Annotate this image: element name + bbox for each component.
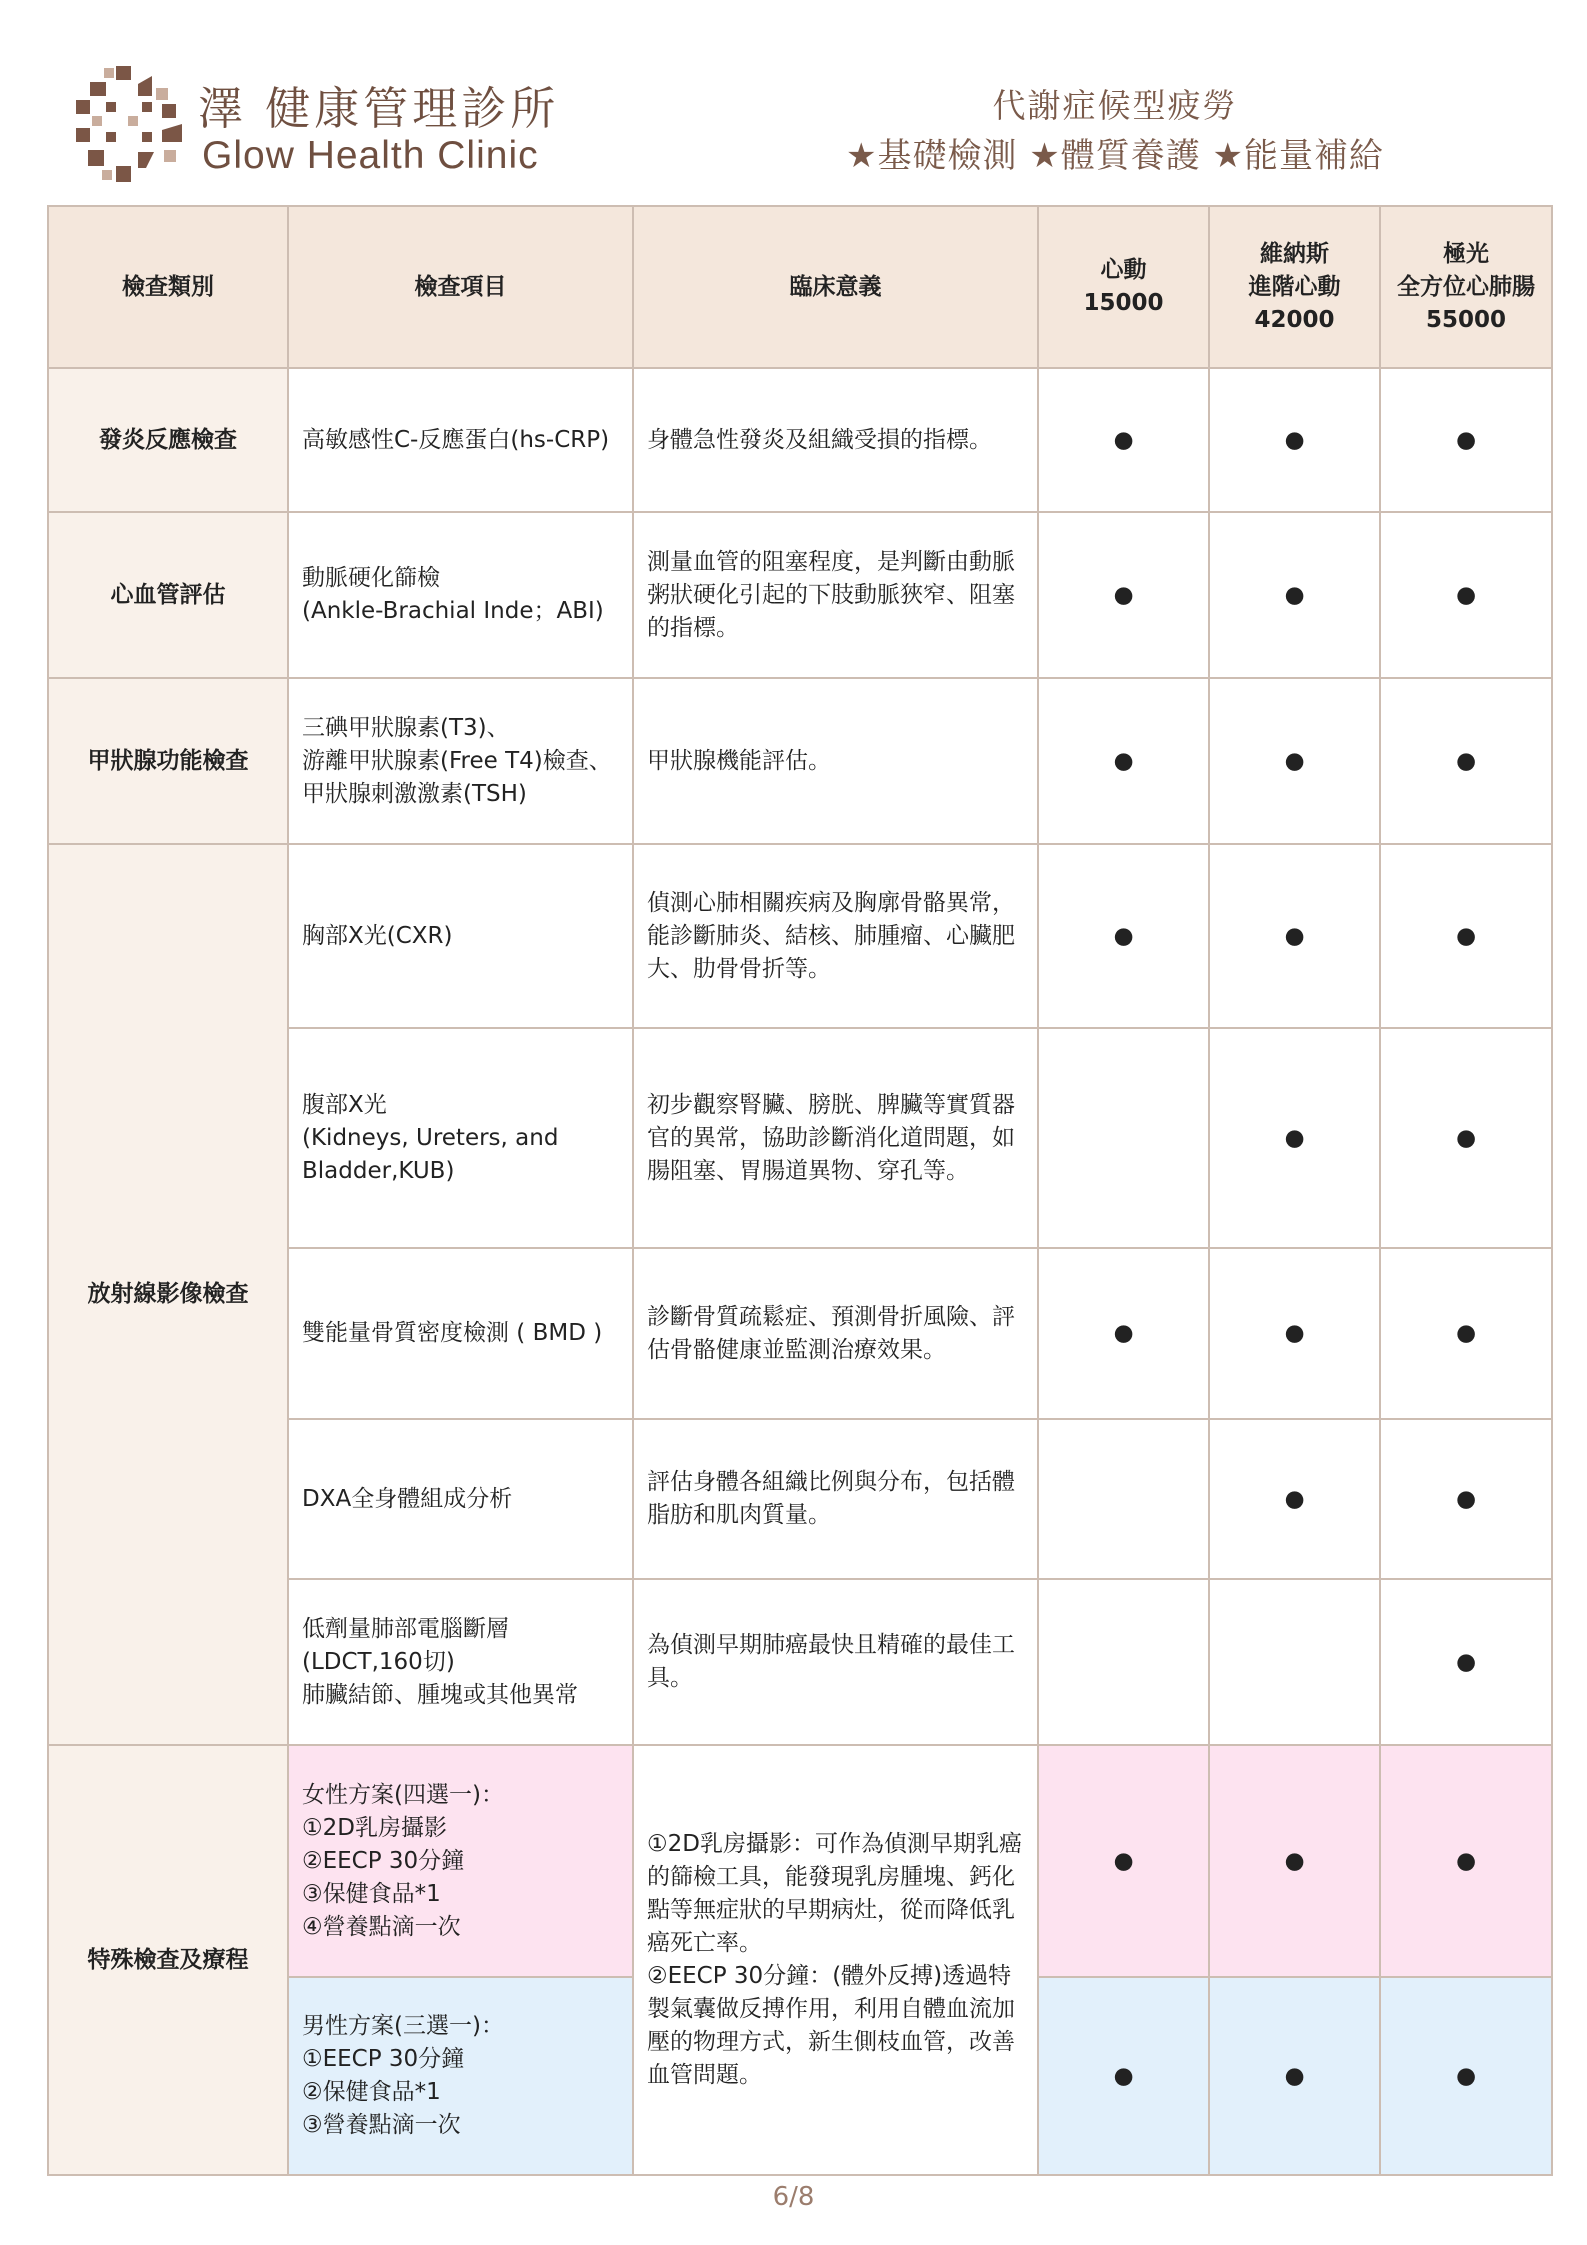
header-plan-heart: 心動 15000 [1038, 206, 1209, 368]
meaning-cell: 為偵測早期肺癌最快且精確的最佳工具。 [633, 1579, 1038, 1745]
plan-mark: ● [1038, 678, 1209, 844]
plan-mark: ● [1038, 1248, 1209, 1419]
plan-mark: ● [1209, 1419, 1380, 1579]
plan-mark: ● [1380, 368, 1552, 512]
plan-mark: ● [1038, 1977, 1209, 2175]
category-cell: 心血管評估 [48, 512, 288, 678]
plan-mark: ● [1380, 678, 1552, 844]
plan-mark: ● [1209, 844, 1380, 1028]
header-meaning: 臨床意義 [633, 206, 1038, 368]
plan-mark: ● [1209, 368, 1380, 512]
plan-mark: ● [1038, 1745, 1209, 1977]
plan-mark: ● [1209, 1977, 1380, 2175]
male-plan-cell: 男性方案(三選一)： ①EECP 30分鐘 ②保健食品*1 ③營養點滴一次 [288, 1977, 633, 2175]
item-cell: 低劑量肺部電腦斷層 (LDCT,160切) 肺臟結節、腫塊或其他異常 [288, 1579, 633, 1745]
plan-mark [1038, 1028, 1209, 1248]
table-row [48, 512, 1552, 678]
plan-mark: ● [1380, 1248, 1552, 1419]
item-cell: DXA全身體組成分析 [288, 1419, 633, 1579]
category-cell: 放射線影像檢查 [48, 844, 288, 1745]
plan-mark: ● [1380, 512, 1552, 678]
table-row [48, 844, 1552, 1028]
plan-mark: ● [1380, 1579, 1552, 1745]
header-plan-aurora: 極光 全方位心肺腸 55000 [1380, 206, 1552, 368]
clinic-logo-icon [76, 66, 186, 184]
brand-name-chinese: 澤 健康管理診所 [198, 82, 560, 135]
meaning-cell: 甲狀腺機能評估。 [633, 678, 1038, 844]
plan-mark: ● [1209, 678, 1380, 844]
table-row [48, 1745, 1552, 1977]
item-cell: 腹部X光 (Kidneys, Ureters, and Bladder,KUB) [288, 1028, 633, 1248]
female-plan-cell: 女性方案(四選一)： ①2D乳房攝影 ②EECP 30分鐘 ③保健食品*1 ④營養點滴一次 [288, 1745, 633, 1977]
plan-mark: ● [1038, 512, 1209, 678]
plan-mark [1209, 1579, 1380, 1745]
plan-mark: ● [1209, 512, 1380, 678]
meaning-cell: 身體急性發炎及組織受損的指標。 [633, 368, 1038, 512]
meaning-cell: 偵測心肺相關疾病及胸廓骨骼異常，能診斷肺炎、結核、肺腫瘤、心臟肥大、肋骨骨折等。 [633, 844, 1038, 1028]
item-cell: 雙能量骨質密度檢測 ( BMD ) [288, 1248, 633, 1419]
plan-mark: ● [1038, 368, 1209, 512]
plan-mark: ● [1209, 1248, 1380, 1419]
table-row [48, 368, 1552, 512]
header-category: 檢查類別 [48, 206, 288, 368]
meaning-cell: 測量血管的阻塞程度，是判斷由動脈粥狀硬化引起的下肢動脈狹窄、阻塞的指標。 [633, 512, 1038, 678]
meaning-cell: ①2D乳房攝影：可作為偵測早期乳癌的篩檢工具，能發現乳房腫塊、鈣化點等無症狀的早期病灶，從而降低乳癌死亡率。 ②EECP 30分鐘：(體外反搏)透過特製氣囊做反搏作用，利用自體血流加壓的物理方式，新生側枝血管，改善血管問題。 [633, 1745, 1038, 2175]
program-subtitle: ★基礎檢測 ★體質養護 ★能量補給 [845, 136, 1385, 176]
table-header-row [48, 206, 1552, 368]
item-cell: 胸部X光(CXR) [288, 844, 633, 1028]
meaning-cell: 評估身體各組織比例與分布，包括體脂肪和肌肉質量。 [633, 1419, 1038, 1579]
plan-mark: ● [1380, 844, 1552, 1028]
plan-mark [1038, 1579, 1209, 1745]
table-row [48, 678, 1552, 844]
page-number: 6/8 [772, 2182, 815, 2212]
plan-mark: ● [1209, 1745, 1380, 1977]
item-cell: 高敏感性C-反應蛋白(hs-CRP) [288, 368, 633, 512]
category-cell: 發炎反應檢查 [48, 368, 288, 512]
header-item: 檢查項目 [288, 206, 633, 368]
item-cell: 三碘甲狀腺素(T3)、 游離甲狀腺素(Free T4)檢查、 甲狀腺刺激激素(TSH) [288, 678, 633, 844]
meaning-cell: 初步觀察腎臟、膀胱、脾臟等實質器官的異常，協助診斷消化道問題，如腸阻塞、胃腸道異物、穿孔等。 [633, 1028, 1038, 1248]
plan-mark [1038, 1419, 1209, 1579]
plan-mark: ● [1209, 1028, 1380, 1248]
checkup-table [47, 205, 1553, 2176]
brand-name-english: Glow Health Clinic [202, 134, 539, 177]
category-cell: 甲狀腺功能檢查 [48, 678, 288, 844]
program-title: 代謝症候型疲勞 [992, 86, 1238, 125]
plan-mark: ● [1380, 1419, 1552, 1579]
category-cell: 特殊檢查及療程 [48, 1745, 288, 2175]
plan-mark: ● [1380, 1028, 1552, 1248]
header-plan-venus: 維納斯 進階心動 42000 [1209, 206, 1380, 368]
plan-mark: ● [1380, 1745, 1552, 1977]
item-cell: 動脈硬化篩檢 (Ankle-Brachial Inde；ABI) [288, 512, 633, 678]
plan-mark: ● [1038, 844, 1209, 1028]
meaning-cell: 診斷骨質疏鬆症、預測骨折風險、評估骨骼健康並監測治療效果。 [633, 1248, 1038, 1419]
plan-mark: ● [1380, 1977, 1552, 2175]
